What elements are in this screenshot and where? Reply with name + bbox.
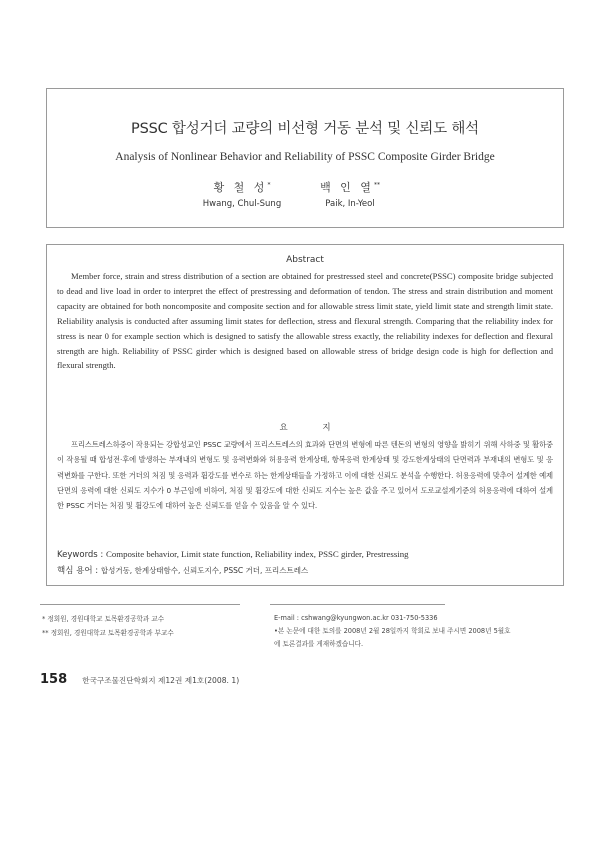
abstract-box — [46, 244, 564, 586]
footnotes-contact — [274, 612, 514, 651]
keywords-block — [57, 547, 557, 579]
abstract-heading: Abstract — [286, 255, 324, 265]
page-footer — [40, 668, 440, 687]
author-2-name-korean: 백 인 열 — [320, 181, 374, 194]
author-1-name-english: Hwang, Chul-Sung — [202, 199, 282, 209]
author-2-name-english: Paik, In-Yeol — [325, 199, 375, 209]
footnote-author-1: * 정회원, 경원대학교 토목환경공학과 교수 — [42, 615, 165, 623]
footnote-email: E-mail : cshwang@kyungwon.ac.kr 031-750-5336 — [274, 614, 438, 622]
footnote-author-2: ** 정회원, 경원대학교 토목환경공학과 부교수 — [42, 629, 174, 637]
title-box — [46, 88, 564, 228]
keywords-value: Composite behavior, Limit state function, Reliability index, PSSC girder, Prestressing — [106, 549, 409, 559]
paper-title-korean: PSSC 합성거더 교량의 비선형 거동 분석 및 신뢰도 해석 — [131, 121, 479, 137]
author-1-mark: * — [267, 181, 271, 189]
keywords-label: Keywords : — [57, 550, 106, 560]
author-1-name-korean: 황 철 성 — [213, 181, 268, 194]
korean-summary-heading: 요 지 — [279, 423, 347, 433]
korean-summary-text: 프리스트레스하중이 작용되는 강합성교인 PSSC 교량에서 프리스트레스의 효과와 단면의 변형에 따른 텐돈의 변형의 영향을 밝히기 위해 사하중 및 활하중이 작용될 때 합성전·후에 발생하는 부재내의 변형도 및 응력변화와 허용응력 한계상태, 항복응력 한계상태 및 강도한계상태의 단면력과 부재내의 변형도 및 응력변화를 구한다. 또한 거더의 처짐 및 응력과 휨강도를 변수로 하는 한계상태들을 가정하고 이에 대한 신뢰도 분석을 수행한다. 허용응력에 맞추어 설계한 예제 단면의 응력에 대한 신뢰도 지수가 0 부근임에 비하여, 처짐 및 휨강도에 대한 신뢰도 지수는 높은 값을 주고 있어서 도로교설계기준의 허용응력에 대하여 설계한 PSSC 거더는 처짐 및 휨강도에 대하여 높은 신뢰도를 얻을 수 있음을 알 수 있다. — [57, 440, 553, 511]
footnote-divider-right — [270, 604, 445, 605]
footnote-discussion-notice: •본 논문에 대한 토의를 2008년 2월 28일까지 학회로 보내 주시면 2008년 5월호에 토론결과를 게재하겠습니다. — [274, 627, 511, 648]
page-number: 158 — [40, 672, 68, 687]
author-2-mark: ** — [373, 181, 380, 189]
paper-title-english: Analysis of Nonlinear Behavior and Reliability of PSSC Composite Girder Bridge — [115, 151, 495, 163]
author-2 — [275, 179, 425, 209]
journal-citation: 한국구조물진단학회지 제12권 제1호(2008. 1) — [82, 676, 240, 685]
keywords-korean-value: 합성거동, 한계상태함수, 신뢰도지수, PSSC 거더, 프리스트레스 — [100, 566, 309, 575]
keywords-korean-label: 핵심 용어 : — [57, 566, 101, 576]
footnotes-affiliations — [42, 612, 174, 640]
footnote-divider-left — [40, 604, 240, 605]
abstract-text: Member force, strain and stress distribution of a section are obtained for prestressed steel and concrete(PSSC) composite bridge subjected to dead and live load in order to interpret the effect of prestressing and deformation of tendon. The stress and strain distribution and moment capacity are obtained for both noncomposite and composite section and for allowable stress limit state, yield limit state and strength limit state. Reliability analysis is conducted after assuming limit states for deflection, stress and flexural strength. Comparing that the reliability index for stress is near 0 for example section which is designed to satisfy the allowable stress exactly, the reliability indexes for deflection and flexural strength are high. Reliability of PSSC girder which is designed based on allowable stress of bridge design code is high for deflection and flexural strength. — [57, 271, 553, 371]
